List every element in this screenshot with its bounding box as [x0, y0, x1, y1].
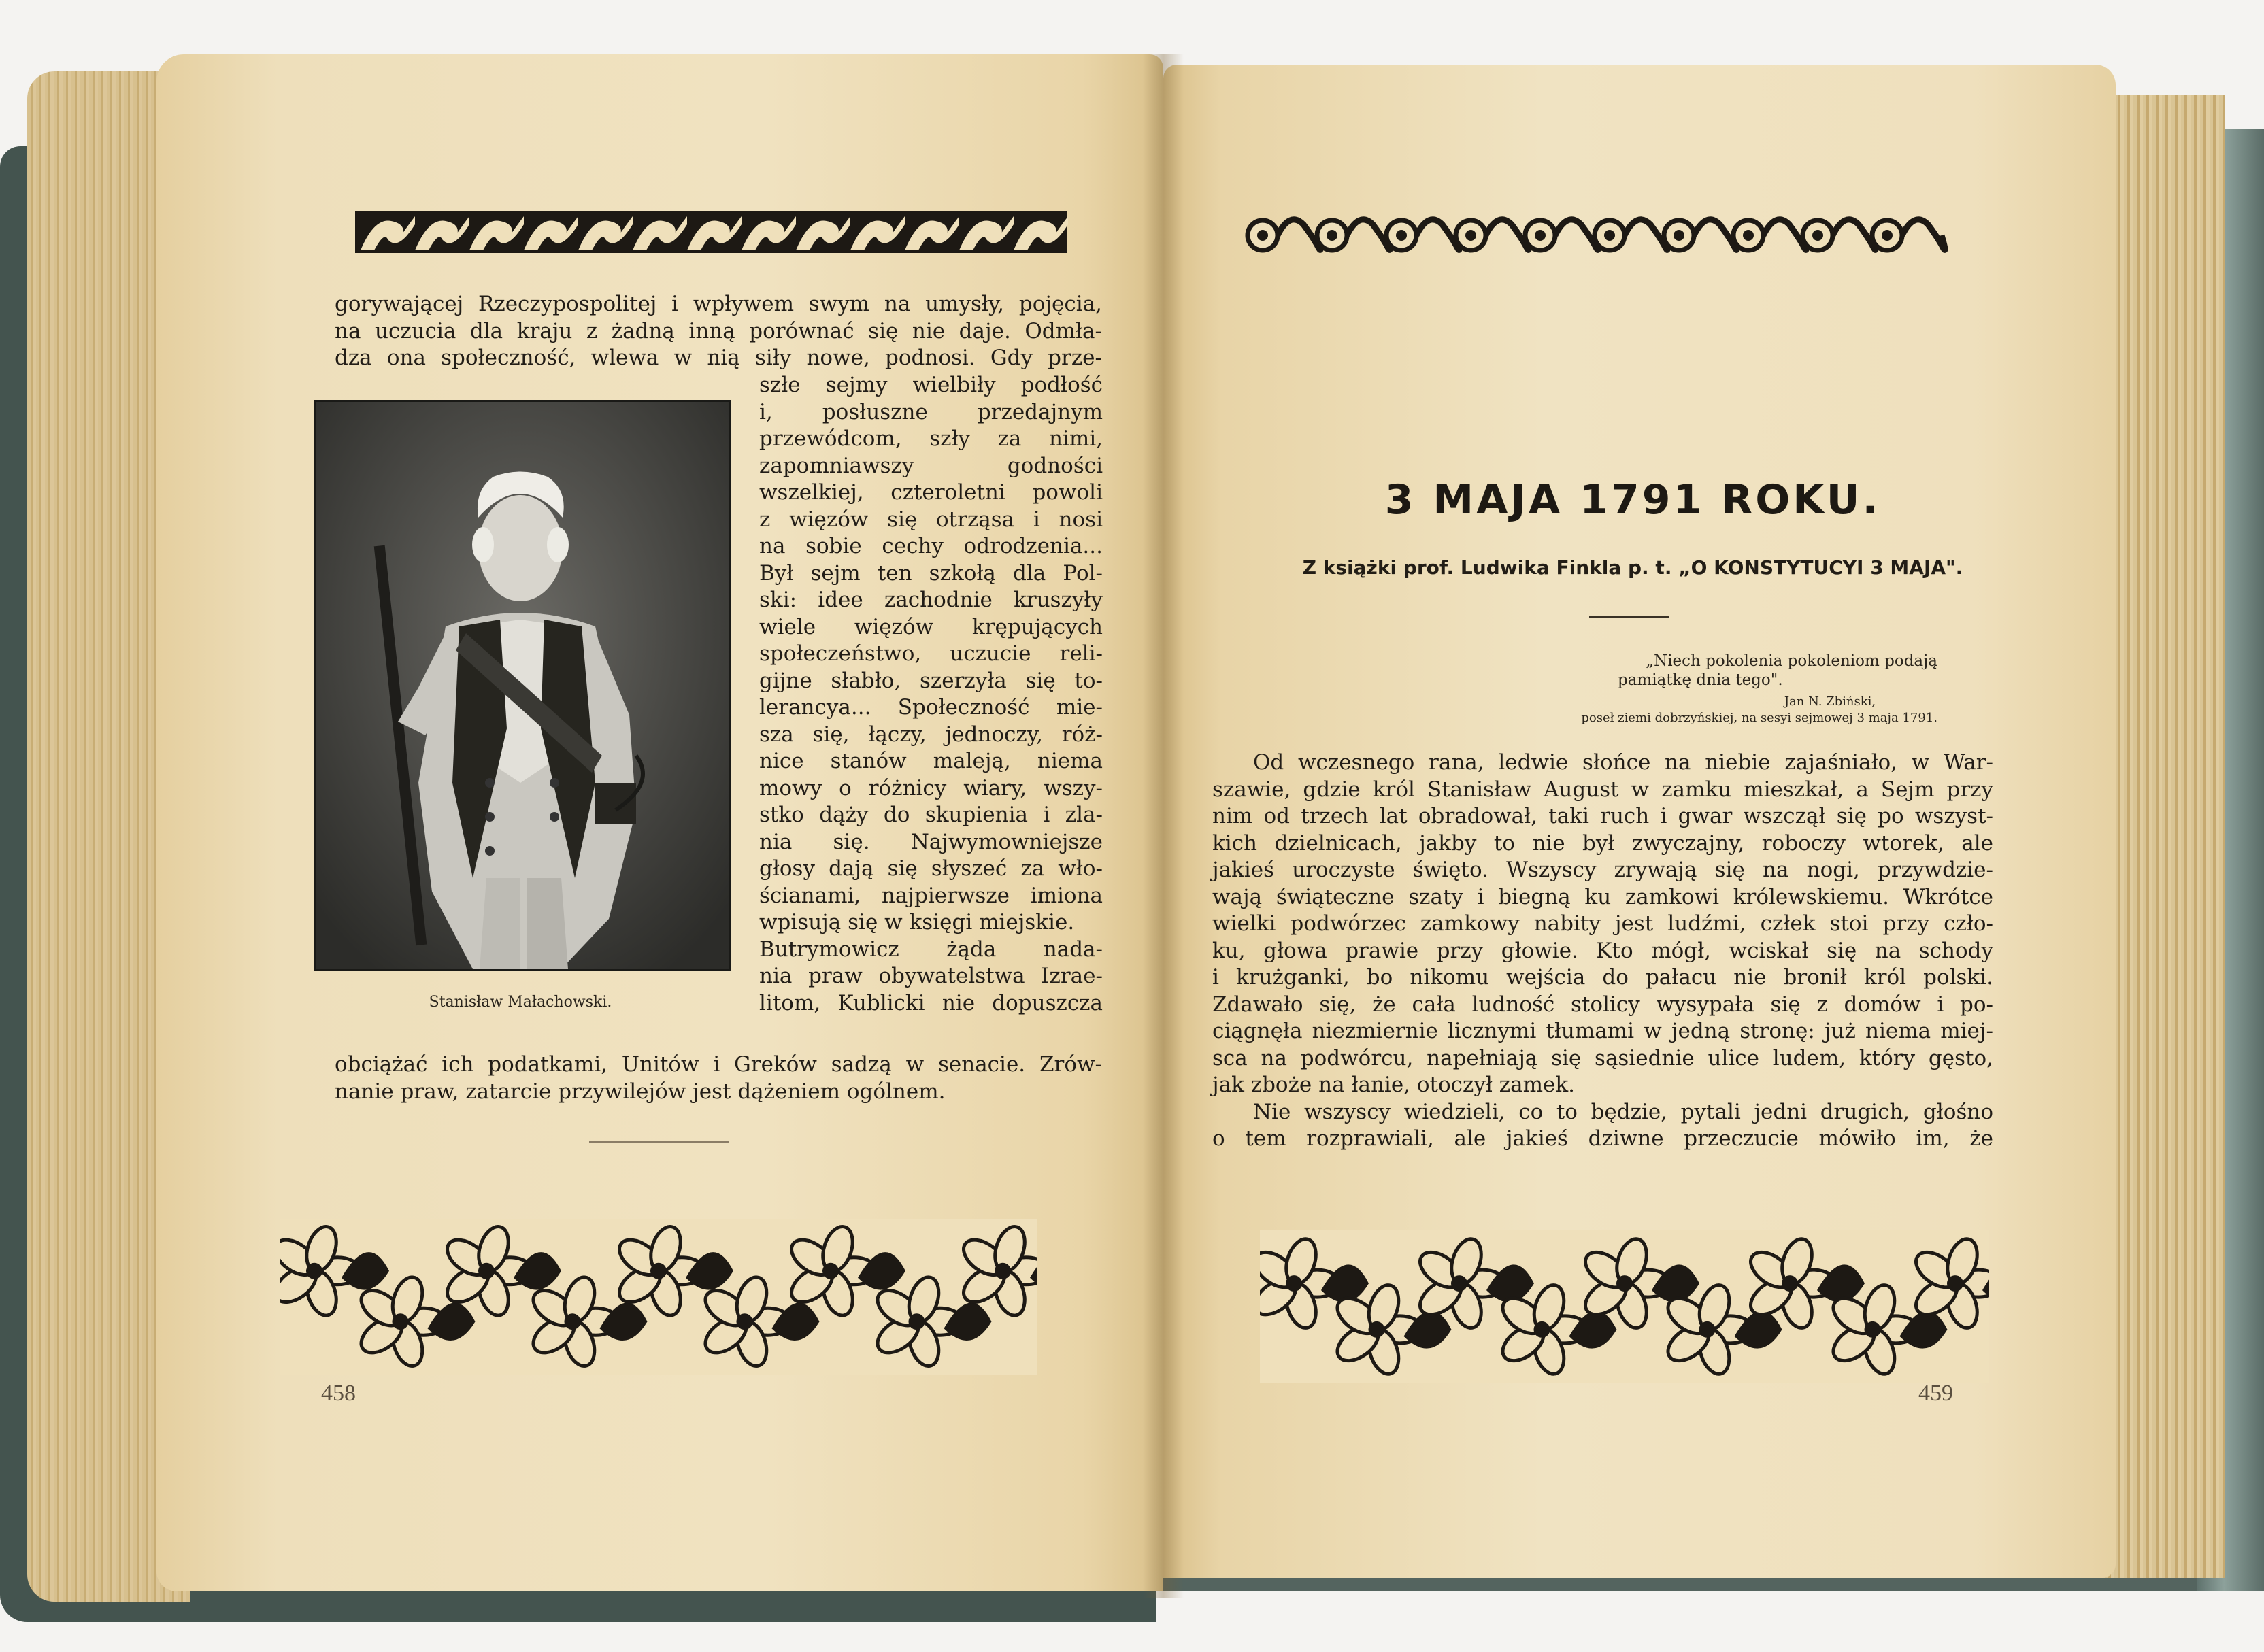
- text-line: wszelkiej, czteroletni powoli: [759, 480, 1103, 505]
- article-subtitle: Z książki prof. Ludwika Finkla p. t. „O KONSTYTUCYI 3 MAJA".: [1302, 556, 1963, 579]
- top-ornament-left: [354, 190, 1068, 265]
- text-line: i, posłuszne przedajnym: [759, 399, 1103, 424]
- title-divider: [1589, 616, 1669, 618]
- text-line: ścianami, najpierwsze imiona: [759, 883, 1103, 908]
- text-line: zapomniawszy godności: [759, 453, 1103, 478]
- epigraph: [1565, 652, 1937, 690]
- text-line: o tem rozprawiali, ale jakieś dziwne przeczucie mówiło im, że: [1212, 1126, 1993, 1151]
- text-line: gijne słabło, szerzyła się to-: [759, 668, 1103, 693]
- flower-chain-icon: [1317, 220, 1390, 250]
- text-line: Od wczesnego rana, ledwie słońce na niebie zajaśniało, w War-: [1253, 750, 1993, 775]
- portrait-caption: Stanisław Małachowski.: [429, 994, 612, 1011]
- text-line: wpisują się w księgi miejskie.: [759, 910, 1075, 934]
- text-line: szawie, gdzie król Stanisław August w zamku mieszkał, a Sejm przy: [1212, 777, 1993, 802]
- flower-chain-icon: [1595, 220, 1667, 250]
- text-line: Butrymowicz żąda nada-: [759, 937, 1103, 962]
- page-number-right: 459: [1918, 1381, 1953, 1406]
- left-wrap-column: [759, 372, 1103, 1017]
- portrait-figure-icon: [316, 402, 729, 969]
- text-line: wielki podwórzec zamkowy nabity jest ludźmi, człek stoi przy czło-: [1212, 911, 1993, 936]
- epigraph-line: pamiątkę dnia tego".: [1618, 671, 1783, 689]
- epigraph-author: Jan N. Zbiński,: [1784, 694, 1876, 709]
- text-line: wają świąteczne szaty i biegną ku zamkowi królewskiemu. Wkrótce: [1212, 884, 1993, 909]
- text-line: szłe sejmy wielbiły podłość: [759, 373, 1103, 397]
- text-line: jakieś uroczyste święto. Wszyscy zrywają się na nogi, przywdzie-: [1212, 858, 1993, 882]
- text-line: kich dzielnicach, jakby to nie był zwyczajny, roboczy wtorek, ale: [1212, 830, 1993, 856]
- top-ornament-right: [1242, 197, 1950, 272]
- text-line: społeczeństwo, uczucie reli-: [759, 641, 1103, 666]
- text-line: nia praw obywatelstwa Izrae-: [759, 964, 1103, 988]
- flower-chain-icon: [1872, 220, 1945, 250]
- text-line: sca na podwórcu, napełniają się sąsiednie ulice ludem, który gęsto,: [1212, 1045, 1993, 1071]
- flower-chain-icon: [1248, 220, 1320, 250]
- text-line: lerancya... Społeczność mie-: [759, 695, 1103, 720]
- text-line: ski: idee zachodnie kruszyły: [759, 588, 1103, 612]
- text-line: obciążać ich podatkami, Unitów i Greków sadzą w senacie. Zrów-: [335, 1052, 1102, 1077]
- text-line: ciągnęła niezmiernie licznymi tłumami w jedną stronę: już niema miej-: [1212, 1019, 1993, 1043]
- page-number-left: 458: [321, 1381, 356, 1406]
- text-line: stko dąży do skupienia i zla-: [759, 803, 1103, 827]
- epigraph-source: poseł ziemi dobrzyńskiej, na sesyi sejmowej 3 maja 1791.: [1581, 711, 1937, 725]
- left-paragraph-bottom: [335, 1051, 1102, 1105]
- article-title: 3 MAJA 1791 ROKU.: [1384, 476, 1881, 524]
- portrait-image: [314, 400, 731, 971]
- text-line: i krużganki, bo nikomu wejścia do pałacu nie bronił król polski.: [1212, 965, 1993, 990]
- flower-chain-icon: [1456, 220, 1529, 250]
- book-gutter: [1143, 54, 1184, 1598]
- flower-chain-icon: [1733, 220, 1806, 250]
- flower-chain-icon: [1803, 220, 1876, 250]
- text-line: Nie wszyscy wiedzieli, co to będzie, pytali jedni drugich, głośno: [1253, 1099, 1993, 1124]
- section-divider-left: [589, 1141, 729, 1143]
- text-line: z więzów się otrząsa i nosi: [759, 507, 1103, 532]
- text-line: mowy o różnicy wiary, wszy-: [759, 775, 1103, 800]
- text-line: przewódcom, szły za nimi,: [759, 426, 1103, 451]
- text-line: nice stanów maleją, niema: [759, 749, 1103, 773]
- text-line: nia się. Najwymowniejsze: [759, 829, 1103, 854]
- text-line: Zdawało się, że cała ludność stolicy wysypała się z domów i po-: [1212, 992, 1993, 1017]
- right-body-text: [1212, 749, 1993, 1153]
- text-line: głosy dają się słyszeć za wło-: [759, 856, 1103, 881]
- bottom-ornament-left: [280, 1212, 1037, 1381]
- text-line: wiele więzów krępujących: [759, 614, 1103, 639]
- text-line: na sobie cechy odrodzenia...: [759, 534, 1103, 558]
- flower-chain-icon: [1525, 220, 1598, 250]
- epigraph-line: „Niech pokolenia pokoleniom podają: [1646, 652, 1937, 670]
- text-line: na uczucia dla kraju z żadną inną porównać się nie daje. Odmła-: [335, 318, 1102, 343]
- text-line: litom, Kublicki nie dopuszcza: [759, 990, 1103, 1015]
- flower-chain-icon: [1664, 220, 1737, 250]
- bottom-ornament-right: [1260, 1230, 1989, 1383]
- text-line: nanie praw, zatarcie przywilejów jest dążeniem ogólnem.: [335, 1079, 946, 1104]
- text-line: sza się, łączy, jednoczy, róż-: [759, 722, 1103, 747]
- text-line: nim od trzech lat obradował, taki ruch i gwar wszczął się po wszyst-: [1212, 804, 1993, 828]
- left-paragraph-top: [335, 291, 1102, 372]
- text-line: dza ona społeczność, wlewa w nią siły nowe, podnosi. Gdy prze-: [335, 345, 1102, 370]
- text-line: jak zboże na łanie, otoczył zamek.: [1212, 1073, 1575, 1097]
- text-line: gorywającej Rzeczypospolitej i wpływem swym na umysły, pojęcia,: [335, 292, 1102, 316]
- flower-chain-icon: [1386, 220, 1459, 250]
- text-line: Był sejm ten szkołą dla Pol-: [759, 560, 1103, 586]
- text-line: ku, głowa prawie przy głowie. Kto mógł, wciskał się na schody: [1212, 938, 1993, 963]
